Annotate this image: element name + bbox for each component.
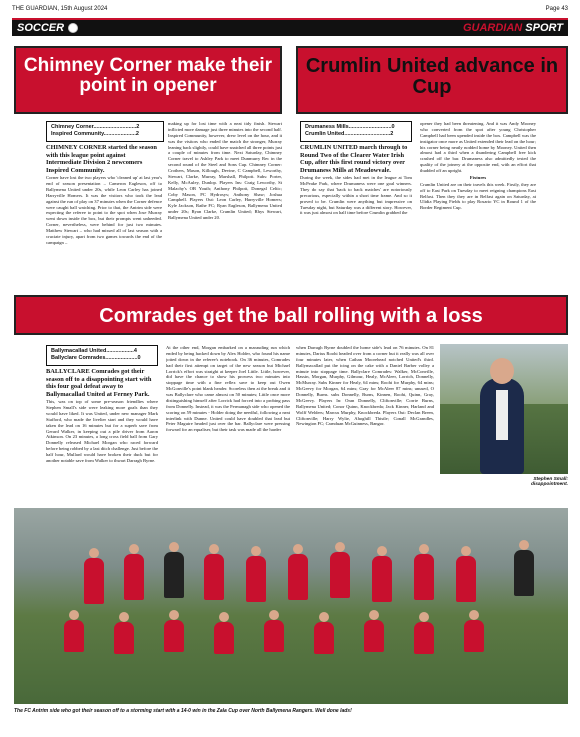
scoreline-crumlin-united: Drumaness Mills............................0 Crumlin United..............................2 [300, 121, 412, 142]
section-label: SOCCER [17, 22, 78, 34]
headline-comrades: Comrades get the ball rolling with a loss [14, 295, 568, 335]
scoreline-chimney-corner: Chimney Corner............................2 Inspired Community.....................2 [46, 121, 164, 142]
paper-date: THE GUARDIAN, 15th August 2024 [12, 6, 108, 12]
article1-column-1: CHIMNEY CORNER started the season with this league point against Intermediate Division 2 newcomers Inspired Community. Corner have lost the two players who 'cleaned up' at last year's end of season presentation – Cameron Eagleson, off to Ballymena United under 20s, while Leon Carley has joined Harryville Homers. It was the visitors who took the lead against the run of play on 37 minutes when the Corner defence were caught ball watching. Prior to that, the Antrim side were expecting the referee to point to the spot when Jose Murray went down inside the box, but their prompts went unheeded. Corner, nevertheless, were behind for just two minutes. Matthew Stewart – who had missed all of last season with a cruciate injury, apart from two games towards the end of the campaign – [46, 144, 162, 245]
team-photo [14, 508, 568, 704]
photo-manager-caption: Stephen Small: disappointment. [530, 477, 568, 487]
scoreline-comrades: Ballymacallad United..................4 Ballyclare Comrades.....................0 [46, 345, 158, 366]
section-bar [12, 18, 568, 36]
headline-chimney-corner: Chimney Corner make their point in opener [14, 46, 282, 114]
headline-crumlin-united: Crumlin United advance in Cup [296, 46, 568, 114]
article3-column-2: At the other end, Morgan embarked on a marauding run which ended by being hacked down by Alex Holder, who found his name jotted down in the referee's notebook. On 36 minutes, Comrades had their first attempt on target of the new season but Michael Lorrick's effort was straight at keeper Joel Little. Little, however, did have the chance to show his prowess two minutes into stoppage time with a fine reflex save to keep out Owen McGonville's point blank header. Scoreless then at the break and it was Ballyclare who came almost on 50 minutes; Little once more distinguishing himself after Lorrick had forced into a probing pass from Donnelly. Instead, it was the Fermanagh side who opened the scoring on 59 minutes - Holder doing the needful, following a neat interlink with Dunne. United could have doubled that lead but Peter Maguire headed just over the bar. Ballyclare were pressing forward for an equaliser, but their task was made all the harder [166, 345, 290, 433]
brand-logo: GUARDIAN SPORT [462, 22, 563, 34]
team-photo-caption: The FC Antrim side who got their season off to a storming start with a 14-0 win in the Zala Cup over North Ballymena Rangers. Well done lads! [14, 708, 352, 714]
article2-column-1: CRUMLIN UNITED march through to Round Two of the Clearer Water Irish Cup, after this first round victory over Drumaness Mills at Meadowvale. During the week, the sides had met in the league at Tom McPeake Park, where Drumaness were one goal winners. They do say that 'back to back matches' are notoriously precarious, especially within a short time frame. And so it proved to be. Crumlin were anything but impressive on Tuesday night, but Saturday was a different story. However, it was just almost on half time before Crumlin grabbed the [300, 144, 412, 216]
photo-manager [440, 344, 568, 474]
fixtures-subhead: Fixtures [469, 174, 487, 180]
article2-column-2: opener they had been threatening. And it was Andy Mooney who converted from the spot after young Christopher Campbell had been upended inside the box. Campbell was the instigator once more as United extended their lead on the hour; his corner being neatly nodded home by Mooney. United then almost had a third when a thundering Campbell free kick crashed off the bar. Drumaness also admittedly tested the quality of the joinery at the opposite end, with an effort that thudded off an upright. Fixtures Crumlin United are on their travels this week. Firstly, they are off to East Park on Tuesday to meet reigning champions East Belfast. Then they they are in Belfast again on Saturday, at Ulidia Playing Fields to play Rosario YC in Round 1 of the Border Regiment Cup. [420, 121, 536, 211]
page-number: Page 43 [545, 6, 568, 12]
page-header [12, 4, 568, 14]
article3-column-3: when Darragh Byrne doubled the home side's lead on 76 minutes. On 81 minutes, Darius Roohi headed over from a corner but it really was all over four minutes later, when Cathan Moorehead notched United's third. Ballymacallad put the icing on the cake with a Daniel Barber volley a minute into stoppage time. Ballyclare Comrades: Walker, McConville, Hassin, Morgan, Murphy, Gilmour, Healy, McAleer, Lorrich, Donnelly, McMurray. Subs Kinner for Healy, 64 mins; Roohi for Murphy, 64 mins; McGeevy for Morgan, 64 mins; Gray for McAleer 87 mins; unused, O Donnelly, Burns. subs Donnelly, Burns, Kinnen, Roohi, Quinn, Gray, McGeevy. Players In: Oran Donnelly, Cliftonville; Corrie Burns, Ballymena United; Conor Quinn, Knockbreda; Jack Kinner, Harland and Wolff Welders; Marcus Murphy, Knockbreda. Players Out: Declan Breen, Cliftonville; Harry Wylie, Ahoghill Thistle; Conall McGrandles, Newington FC; Carnduan McGuinness, Bangor. [296, 345, 434, 427]
football-icon [68, 23, 78, 33]
article1-column-2: making up for lost time with a neat tidy finish. Stewart inflicted more damage just three minutes into the second half. Inspired Community, however, drew level on the hour, and it was the visitors who ended the match the stronger, Murray leaning back slightly, could have snatched all three points just a couple of minutes from time. Next Saturday, Chimney Corner travel to Ashley Park to meet Dunmurry Rec in the second round of the Steel and Sons Cup. Chimney Corner: Crothers, Mason, Killough, Devine, C Campbell, Leworthy, Stewart, Clarke, Murray, Marshall, Philpott. Subs: Porter, Kelly, McAuley, Dunlop. Players Ins: Craig Leworthy, St Malachy's OB Youth; Anthony Philpott, Donegal Celtic; Coby Mason, PC Hydrosys; Anthony Shaw; Joshua Campbell. Players Out: Leon Carley, Harryville Homers; Kyle Jackson, Rathe FC; Ryan Eagleson, Ballymena United under 20s; Ryan Clarke, Crumlin United; Rhys Stewart, Ballymena United under 20. [168, 121, 282, 220]
article3-column-1: BALLYCLARE Comrades got their season off to a disappointing start with this four goal defeat away to Ballymacallad United at Ferney Park. This, was on top of some pre-season friendlies where Stephen Small's side were leaking more goals than they would have liked. It was United, under new manager Mark Stafford, who made the livelier start and they would have taken the lead on 16 minutes but for a superb save from Gerard Walker, in keeping out a pile driver from Aaron Atkinson. On 23 minutes, a long cross field ball from Gary Donnelly released Michael Morgan who raced forward before being robbed by a last ditch challenge. Just before the half hour, Mullard would have broken their duck but for another notable save from Walker to thwart Darragh Byrne. [46, 368, 158, 463]
